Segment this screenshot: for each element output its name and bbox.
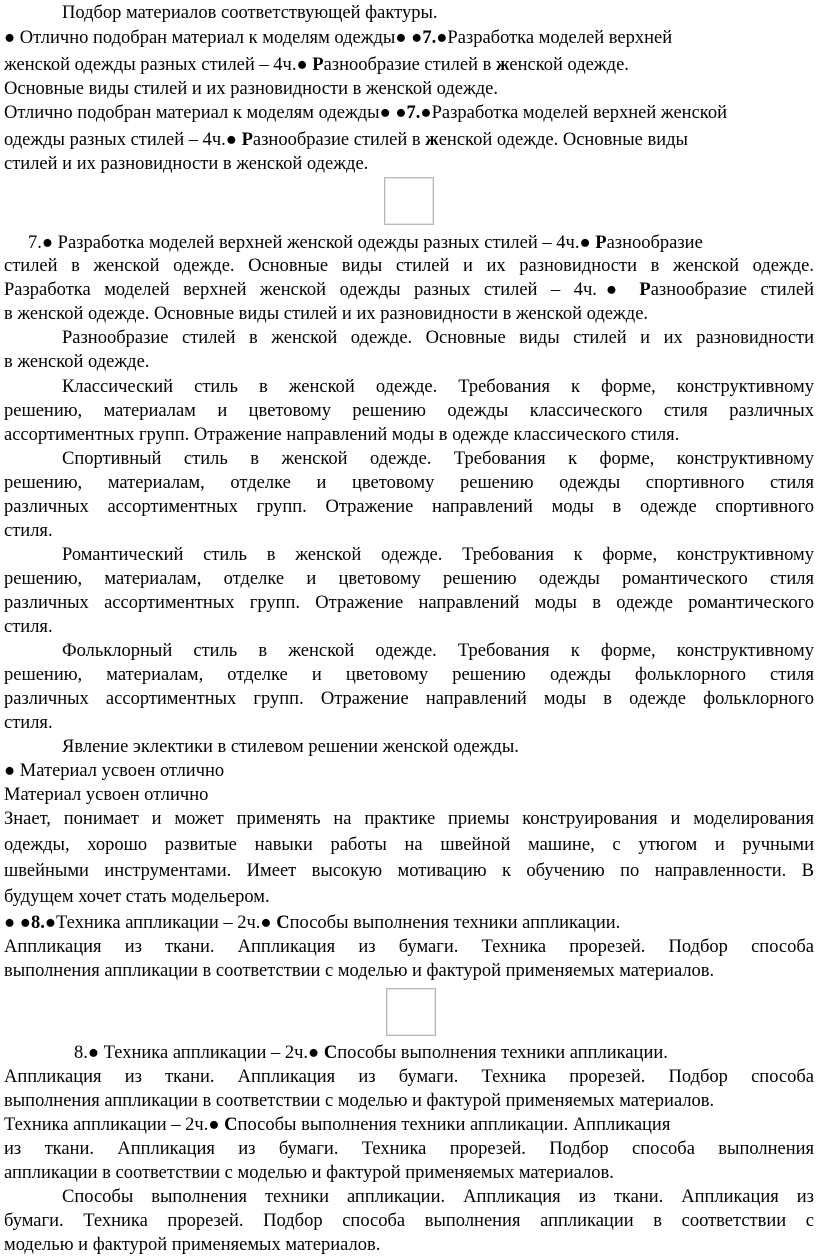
text-line: решению, материалам, отделке и цветовому решению одежды спортивного стиля [4, 473, 814, 493]
text-line: различных ассортиментных групп. Отражение направлений моды в одежде романтического [4, 593, 814, 613]
text-line: Разнообразие стилей в женской одежде. Основные виды стилей и их разновидности [62, 328, 814, 348]
text-line: Классический стиль в женской одежде. Требования к форме, конструктивному [62, 377, 814, 397]
text-line: выполнения аппликации в соответствии с моделью и фактурой применяемых материалов. [4, 961, 715, 981]
image-placeholder [386, 988, 436, 1036]
text-line: ● ●8.●Техника аппликации – 2ч.● Способы выполнения техники аппликации. [4, 913, 621, 933]
text-line: различных ассортиментных групп. Отражение направлений моды в одежде спортивного [4, 497, 814, 517]
text-line: Отлично подобран материал к моделям одежды● ●7.●Разработка моделей верхней женской [4, 103, 727, 123]
text-line: Материал усвоен отлично [4, 785, 209, 805]
text-line: в женской одежде. Основные виды стилей и их разновидности в женской одежде. [4, 304, 649, 324]
text-line: женской одежды разных стилей – 4ч.● Разнообразие стилей в женской одежде. [4, 55, 629, 75]
text-line: ● Материал усвоен отлично [4, 761, 225, 781]
image-placeholder [384, 177, 434, 225]
text-line: Знает, понимает и может применять на практике приемы конструирования и моделирования [4, 809, 814, 829]
text-line: выполнения аппликации в соответствии с моделью и фактурой применяемых материалов. [4, 1091, 715, 1111]
text-line: в женской одежде. [4, 352, 150, 372]
text-line: Аппликация из ткани. Аппликация из бумаги. Техника прорезей. Подбор способа [4, 1067, 814, 1087]
text-line: одежды, хорошо развитые навыки работы на швейной машине, с утюгом и ручными [4, 835, 814, 855]
text-line: Аппликация из ткани. Аппликация из бумаги. Техника прорезей. Подбор способа [4, 937, 814, 957]
text-line: стилей и их разновидности в женской одежде. [4, 154, 369, 174]
text-line: 7.● Разработка моделей верхней женской одежды разных стилей – 4ч.● Разнообразие [28, 233, 703, 253]
text-line: стиля. [4, 521, 53, 541]
text-line: Спортивный стиль в женской одежде. Требования к форме, конструктивному [62, 449, 814, 469]
text-line: из ткани. Аппликация из бумаги. Техника прорезей. Подбор способа выполнения [4, 1139, 814, 1159]
text-line: Разработка моделей верхней женской одежды разных стилей – 4ч.● Разнообразие стилей [4, 280, 814, 300]
text-line: Основные виды стилей и их разновидности в женской одежде. [4, 79, 499, 99]
text-line: 8.● Техника аппликации – 2ч.● Способы выполнения техники аппликации. [74, 1043, 668, 1063]
text-line: стилей в женской одежде. Основные виды стилей и их разновидности в женской одежде. [4, 256, 814, 276]
text-line: Способы выполнения техники аппликации. Аппликация из ткани. Аппликация из [62, 1187, 814, 1207]
text-line: ● Отлично подобран материал к моделям одежды● ●7.●Разработка моделей верхней [4, 28, 673, 48]
text-line: моделью и фактурой применяемых материалов. [4, 1235, 381, 1255]
text-line: решению, материалам и цветовому решению одежды классического стиля различных [4, 401, 814, 421]
text-line: бумаги. Техника прорезей. Подбор способа выполнения аппликации в соответствии с [4, 1211, 814, 1231]
text-line: аппликации в соответствии с моделью и фактурой применяемых материалов. [4, 1163, 614, 1183]
text-line: Подбор материалов соответствующей фактуры. [62, 3, 438, 23]
text-line: Явление эклектики в стилевом решении женской одежды. [62, 737, 519, 757]
text-line: Фольклорный стиль в женской одежде. Требования к форме, конструктивному [62, 641, 814, 661]
text-line: различных ассортиментных групп. Отражение направлений моды в одежде фольклорного [4, 689, 814, 709]
text-line: решению, материалам, отделке и цветовому решению одежды фольклорного стиля [4, 665, 814, 685]
text-line: Романтический стиль в женской одежде. Требования к форме, конструктивному [62, 545, 814, 565]
text-line: стиля. [4, 617, 53, 637]
text-line: Техника аппликации – 2ч.● Способы выполнения техники аппликации. Аппликация [4, 1115, 671, 1135]
text-line: стиля. [4, 713, 53, 733]
text-line: будущем хочет стать модельером. [4, 887, 270, 907]
text-line: ассортиментных групп. Отражение направлений моды в одежде классического стиля. [4, 425, 680, 445]
text-line: швейными инструментами. Имеет высокую мотивацию к обучению по направленности. В [4, 861, 814, 881]
text-line: решению, материалам, отделке и цветовому решению одежды романтического стиля [4, 569, 814, 589]
text-line: одежды разных стилей – 4ч.● Разнообразие стилей в женской одежде. Основные виды [4, 130, 688, 150]
